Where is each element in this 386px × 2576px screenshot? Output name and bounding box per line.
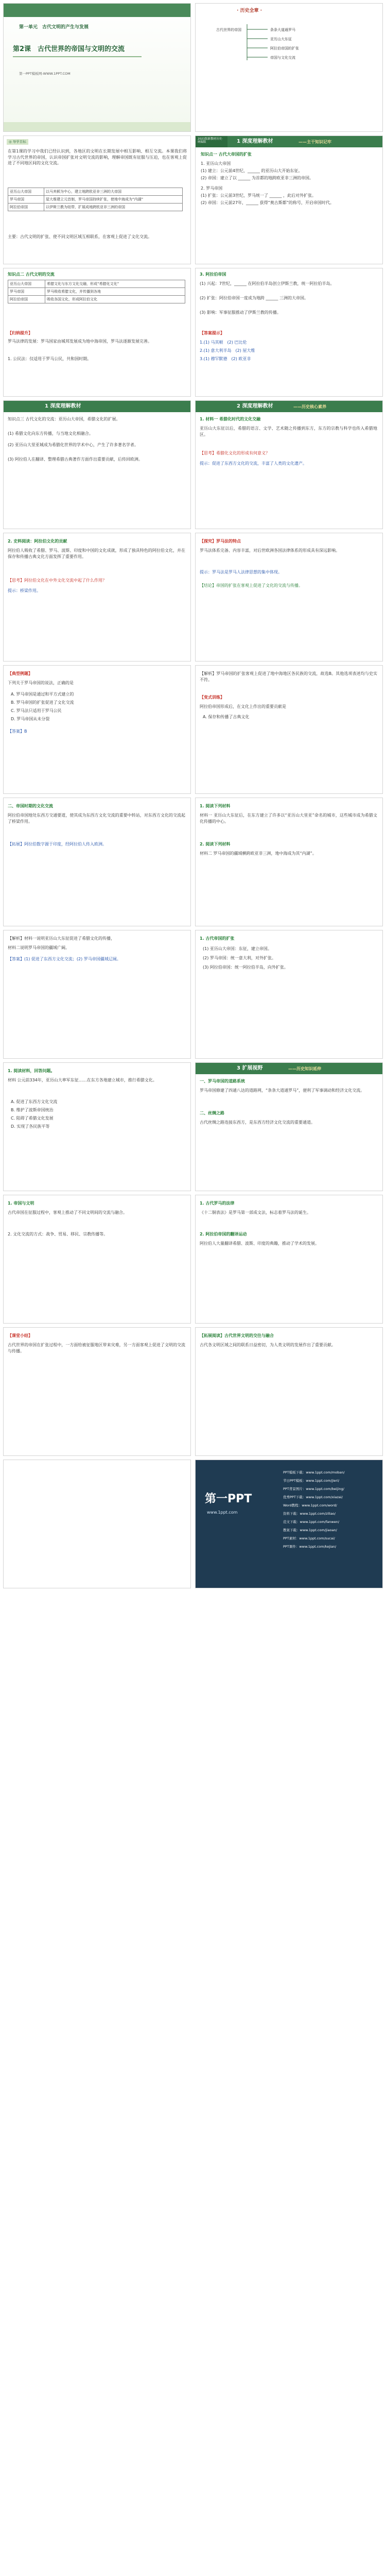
unit-label: 第一单元 古代文明的产生与发展 [19, 25, 89, 30]
reading-text-2: 材料二 罗马帝国的疆域横跨欧亚非三洲，地中海成为其“内湖”。 [200, 851, 317, 856]
explore-hint: 提示：罗马法是罗马人法律思想的集中体现。 [200, 570, 282, 574]
toc-diagram [226, 19, 376, 65]
ad-link-5[interactable]: Word教程：www.1ppt.com/word/ [283, 1503, 337, 1507]
explore-conclusion: 【结论】帝国的扩张在客观上促进了文化的交流与传播。 [200, 583, 303, 588]
summary-line-1: (1) 亚历山大帝国：东征，建立帝国。 [203, 946, 272, 951]
ad-link-2[interactable]: 节日PPT模板：www.1ppt.com/jieri/ [283, 1479, 340, 1483]
exchange-table [8, 280, 185, 303]
civ-text: 古代帝国在征服过程中，客观上推动了不同文明间的交流与融合。 [8, 1210, 127, 1215]
translation-text: 阿拉伯人大量翻译希腊、波斯、印度的典籍，推动了学术的发展。 [200, 1241, 319, 1246]
arab-line-1: (1) 兴起：7世纪，______ 在阿拉伯半岛创立伊斯兰教，统一阿拉伯半岛。 [200, 281, 335, 286]
footer-text: 第一PPT模板网-WWW.1PPT.COM [19, 72, 71, 76]
variant-option[interactable]: A. 保存和传播了古典文化 [203, 715, 250, 719]
think-question: 【思考】阿拉伯文化在中外文化交流中起了什么作用？ [8, 578, 107, 583]
explore-text: 罗马法体系完备、内容丰富，对后世欧洲各国法律体系的形成具有深远影响。 [200, 548, 340, 553]
section-tag: 1 深度理解教材 [45, 403, 81, 409]
slide-analysis [195, 665, 383, 794]
material-text: 亚历山大东征以后，希腊的语言、文学、艺术随之传播到东方，东方的宗教与科学也传入希腊地区。 [200, 426, 377, 437]
ad-link-6[interactable]: 资料下载：www.1ppt.com/ziliao/ [283, 1512, 336, 1516]
summary-heading: 【归纳提升】 [8, 331, 32, 335]
summary-line-3: (3) 阿拉伯帝国：统一阿拉伯半岛，向外扩张。 [203, 965, 288, 970]
row-val: 吸收各国文化，形成阿拉伯文化 [45, 296, 185, 303]
slide-knowledge-1 [195, 135, 383, 264]
law-heading: 1. 古代罗马的法律 [200, 1201, 235, 1206]
row-key: 阿拉伯帝国 [8, 204, 44, 211]
slide-material-2 [3, 533, 191, 662]
line-1: 1. 亚历山大帝国 [201, 161, 231, 166]
row-val: 屋大维建立元首制，罗马帝国持续扩张，使地中海成为“内湖” [44, 196, 183, 204]
line-b: (2) 帝国：建立了以 ______ 为首都的地跨欧亚非三洲的帝国。 [201, 176, 313, 180]
answer-1: 1.(1) 马其顿 (2) 巴比伦 [200, 340, 247, 345]
material-text: 阿拉伯人吸收了希腊、罗马、波斯、印度和中国的文化成就，形成了独具特色的阿拉伯文化，并在保存和传播古典文化方面发挥了重要作用。 [8, 548, 185, 559]
slide-reading [195, 798, 383, 926]
conclusion-heading: 【课堂小结】 [8, 1333, 32, 1338]
ext-text-1: 罗马帝国修建了四通八达的道路网，“条条大道通罗马”，便利了军事调动和经济文化交流。 [200, 1088, 365, 1093]
slide-arab [195, 268, 383, 397]
law-text: 《十二铜表法》是罗马第一部成文法，标志着罗马法的诞生。 [200, 1210, 311, 1215]
answer-2: 2.(1) 意大利半岛 (2) 屋大维 [200, 348, 255, 353]
section-tag: 1 深度理解教材 [237, 139, 273, 144]
slide-law [195, 1195, 383, 1324]
slide-empire-civ [3, 1195, 191, 1324]
culture-line-2: (1) 希腊文化向东方传播，与当地文化相融合。 [8, 431, 93, 436]
section-tag: 2 深度理解教材 [237, 403, 273, 409]
analysis-answer: 【答案】(1) 促进了东西方文化交流；(2) 罗马帝国疆域辽阔。 [8, 957, 121, 961]
slide-culture [3, 400, 191, 529]
row-key: 阿拉伯帝国 [8, 296, 45, 303]
example-question: 下列关于罗马帝国的说法，正确的是 [8, 681, 74, 685]
summary-text: 罗马法律的发展：罗马国家由城邦发展成为地中海帝国，罗马法逐渐发展完善。 [8, 339, 152, 344]
slide-exchange [3, 268, 191, 397]
slide-reading-ext [195, 1327, 383, 1456]
toc-item-1[interactable]: 条条大道通罗马 [270, 28, 295, 32]
summary-line-2: (2) 罗马帝国：统一意大利，对外扩张。 [203, 956, 276, 960]
ext-text-2: 古代丝绸之路连接东西方，是东西方经济文化交流的重要通道。 [200, 1120, 315, 1125]
toc-item-4[interactable]: 帝国与文化交流 [270, 56, 295, 60]
answer-heading: 【答案提示】 [200, 331, 224, 335]
toc-item-3[interactable]: 阿拉伯帝国的扩张 [270, 46, 299, 50]
slide-material-1 [195, 400, 383, 529]
material-heading: 1. 材料一 希腊化时代的文化交融 [200, 417, 261, 421]
arab-line-2: (2) 扩张：阿拉伯帝国一度成为地跨 ______ 三洲的大帝国。 [200, 296, 308, 300]
line-a: (1) 建立：公元前4世纪，______ 的亚历山大开始东征。 [201, 168, 303, 173]
summary-heading: 1. 古代帝国的扩张 [200, 936, 235, 941]
slide-toc [195, 3, 383, 132]
ext-heading-2: 二、丝绸之路 [200, 1111, 224, 1115]
reading-text-1: 材料一 亚历山大东征后，在东方建立了许多以“亚历山大里亚”命名的城市，这些城市成为希腊文化传播的中心。 [200, 813, 377, 824]
header-bar [4, 401, 190, 412]
civ-ways: 2. 文化交流的方式：战争、贸易、移民、宗教传播等。 [8, 1232, 108, 1236]
slide-explore [195, 533, 383, 662]
row-key: 亚历山大帝国 [8, 280, 45, 288]
culture-line-4: (3) 阿拉伯人在翻译、整理希腊古典著作方面作出重要贡献，后传回欧洲。 [8, 457, 143, 462]
row-key: 罗马帝国 [8, 288, 45, 296]
toc-label: · 历史全章 · [237, 8, 262, 13]
option-d[interactable]: D. 实现了各民族平等 [11, 1124, 50, 1129]
section-subtitle: ——主干知识记牢 [299, 140, 331, 144]
slide-ad [195, 1460, 383, 1588]
row-val: 以伊斯兰教为纽带，扩展成地跨欧亚非三洲的帝国 [44, 204, 183, 211]
option-a[interactable]: A. 促进了东西方文化交流 [11, 1099, 58, 1104]
point-heading: 知识点一 古代大帝国的扩张 [201, 152, 252, 157]
header-bar [196, 401, 382, 412]
intro-chip: ◎ 导学目标 [7, 139, 28, 145]
analysis-line-2: 材料二说明罗马帝国的疆域广阔。 [8, 945, 69, 950]
arab-heading: 3. 阿拉伯帝国 [200, 272, 226, 277]
title-underline [13, 56, 142, 57]
ad-link-7[interactable]: 范文下载：www.1ppt.com/fanwen/ [283, 1520, 340, 1524]
decor-strip [4, 122, 191, 131]
row-val: 罗马吸收希腊文化，并传播到各地 [45, 288, 185, 296]
toc-item-2[interactable]: 亚历山大东征 [270, 37, 292, 41]
ext-heading-1: 一、罗马帝国的道路系统 [200, 1079, 245, 1083]
option-b[interactable]: B. 维护了波斯帝国统治 [11, 1108, 54, 1112]
example-heading: 【典型例题】 [8, 671, 32, 676]
think-question: 【思考】希腊化文化的形成有何意义？ [200, 451, 270, 455]
ad-link-3[interactable]: PPT背景图片：www.1ppt.com/beijing/ [283, 1487, 344, 1491]
civ-heading: 1. 帝国与文明 [8, 1201, 34, 1206]
analysis-line-1: 【解析】材料一说明亚历山大东征促进了希腊文化的传播， [8, 936, 115, 941]
title-ribbon [4, 4, 191, 17]
think-hint: 提示：桥梁作用。 [8, 588, 41, 593]
exercise-heading: 1. 阅读材料，回答问题。 [8, 1069, 55, 1073]
ad-link-10[interactable]: PPT课件：www.1ppt.com/kejian/ [283, 1545, 337, 1549]
option-c[interactable]: C. 罗马法只适用于罗马公民 [11, 708, 62, 713]
reading-ext-heading: 【拓展阅读】古代世界文明的交往与融合 [200, 1333, 274, 1338]
translation-heading: 2. 阿拉伯帝国的翻译运动 [200, 1232, 247, 1236]
conclusion-text: 古代世界的帝国在扩张过程中，一方面给被征服地区带来灾难，另一方面客观上促进了文明的交流与传播。 [8, 1343, 185, 1353]
section-tag: 3 扩展视野 [237, 1065, 263, 1071]
exercise-material: 材料 公元前334年，亚历山大率军东征……在东方各地建立城市，推行希腊文化。 [8, 1078, 157, 1082]
intro-table [8, 188, 183, 211]
variant-question: 阿拉伯帝国形成后，在文化上作出的重要贡献是 [200, 704, 286, 709]
ad-link-9[interactable]: PPT素材：www.1ppt.com/sucai/ [283, 1536, 335, 1540]
answer-3: 3.(1) 穆罕默德 (2) 欧亚非 [200, 357, 251, 361]
row-val: 希腊文化与东方文化交融，形成“希腊化文化” [45, 280, 185, 288]
toc-item-0[interactable]: 古代世界的帝国 [216, 28, 241, 32]
slide-reading-answer [3, 930, 191, 1059]
slide-title [3, 3, 191, 132]
line-e: (2) 帝国：公元前27年，______ 获得“奥古斯都”的称号，开启帝国时代。 [201, 200, 334, 205]
variant-heading: 【变式训练】 [200, 695, 224, 700]
line-d: (1) 扩张：公元前3世纪，罗马统一了 ______ ，此后对外扩张。 [201, 193, 317, 198]
summary-item: 1. 公民法：仅适用于罗马公民，共和国时期。 [8, 357, 92, 361]
extension-text: 【拓展】阿拉伯数字源于印度，经阿拉伯人传入欧洲。 [8, 842, 107, 846]
slide-exercise [3, 1062, 191, 1191]
row-val: 以马其顿为中心，建立地跨欧亚非三洲的大帝国 [44, 188, 183, 196]
slide-extension [195, 1062, 383, 1191]
culture-line-1: 知识点三 古代文化的交流：亚历山大帝国，希腊文化的扩展。 [8, 417, 120, 421]
reading-ext-text: 古代各文明区域之间的联系日益密切，为人类文明的发展作出了重要贡献。 [200, 1343, 336, 1347]
option-c[interactable]: C. 阻碍了希腊文化发展 [11, 1116, 54, 1121]
think-hint: 提示：促进了东西方文化的交流，丰富了人类的文化遗产。 [200, 461, 307, 466]
example-answer: 【答案】B [8, 729, 27, 734]
exchange-text: 阿拉伯帝国地处东西方交通要道，使其成为东西方文化交流的重要中转站，对东西方文化的交流起了桥梁作用。 [8, 813, 185, 824]
intro-note: 主要：古代文明的扩张、使不同文明区域互相联系，在客观上促进了文化交流。 [8, 234, 152, 239]
option-d[interactable]: D. 罗马帝国从未分裂 [11, 717, 50, 721]
ad-link-4[interactable]: 优秀PPT下载：www.1ppt.com/xiazai/ [283, 1495, 343, 1499]
intro-text: 在第1课的学习中我们已经认识到，各地区的文明在长期发展中相互影响、相互交流。本课我们将学习古代世界的帝国，认识帝国扩张对文明交流的影响，理解帝国既有征服与压迫，也在客观上促进了不同地区间的文化交流。 [8, 149, 187, 166]
ad-site[interactable]: www.1ppt.com [207, 1510, 238, 1515]
culture-line-3: (2) 亚历山大里亚城成为希腊化世界的学术中心，产生了许多著名学者。 [8, 443, 138, 447]
exchange-heading: 二、帝国时期的文化交流 [8, 804, 53, 808]
slide-conclusion [3, 1327, 191, 1456]
reading-heading-2: 2. 阅读下列材料 [200, 842, 231, 846]
analysis-text: 【解析】罗马帝国的扩张客观上促进了地中海地区各民族的交流，故选B。其他选项表述均与史实不符。 [200, 671, 377, 682]
option-a[interactable]: A. 罗马帝国是通过和平方式建立的 [11, 692, 74, 697]
reading-heading-1: 1. 阅读下列材料 [200, 804, 231, 808]
section-subtitle: ——历史核心素养 [293, 404, 326, 409]
section-subtitle: ——历史知识延伸 [288, 1066, 321, 1071]
slide-summary-list [195, 930, 383, 1059]
slide-exchange-2 [3, 798, 191, 926]
ad-logo: 第一PPT [205, 1493, 252, 1505]
material-heading: 2. 史料阅读：阿拉伯文化的贡献 [8, 539, 67, 544]
edition-badge: 2021版新教材历史·统编版 [196, 136, 227, 147]
explore-heading: 【探究】罗马法的特点 [200, 539, 241, 544]
slide-ending-blank [3, 1460, 191, 1588]
row-key: 亚历山大帝国 [8, 188, 44, 196]
exchange-heading: 知识点二 古代文明的交流 [8, 272, 55, 277]
line-c: 2. 罗马帝国 [201, 186, 223, 191]
slide-example [3, 665, 191, 794]
arab-line-3: (3) 影响：军事征服推动了伊斯兰教的传播。 [200, 310, 281, 315]
row-key: 罗马帝国 [8, 196, 44, 204]
option-b[interactable]: B. 罗马帝国的扩张促进了文化交流 [11, 700, 74, 705]
slide-intro [3, 135, 191, 264]
ad-link-1[interactable]: PPT模板下载：www.1ppt.com/moban/ [283, 1470, 345, 1475]
lesson-title: 第2课 古代世界的帝国与文明的交流 [13, 45, 125, 53]
ad-link-8[interactable]: 教案下载：www.1ppt.com/jiaoan/ [283, 1528, 337, 1532]
